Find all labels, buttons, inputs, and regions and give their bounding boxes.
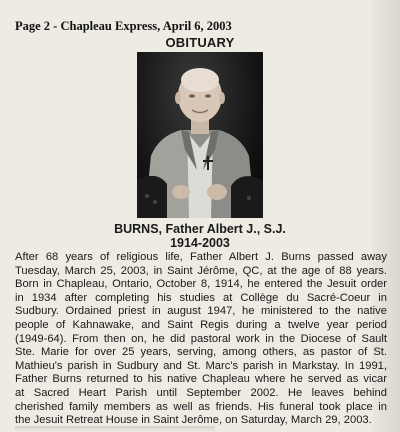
- obituary-line: Father Burns returned to his native Chapleau where he served as vicar: [15, 373, 387, 386]
- life-years: 1914-2003: [170, 236, 230, 250]
- obituary-line: the Jesuit Retreat House in Saint Jerôme, on Saturday, March 29, 2003.: [15, 414, 372, 427]
- section-title: OBITUARY: [165, 35, 235, 50]
- obituary-line: (1949-64). From then on, he did pastoral work in the Diocese of Sault: [15, 332, 387, 345]
- next-article-bleed: [15, 426, 215, 432]
- portrait-photo: [137, 52, 263, 218]
- obituary-line: Sudbury. Ordained priest in august 1947, he ministered to the native: [15, 305, 387, 318]
- obituary-line: at Sacred Heart Parish until September 2002. He leaves behind: [15, 386, 387, 399]
- obituary-line: After 68 years of religious life, Father Albert J. Burns passed away: [15, 251, 387, 263]
- obituary-line: Born in Chapleau, Ontario, October 8, 1914, he entered the Jesuit order: [15, 278, 387, 291]
- obituary-line: Ste. Marie for over 25 years, serving, among others, as pastor of St.: [15, 346, 387, 359]
- obituary-line: people of Kahnawake, and Saint Regis during a twelve year period: [15, 318, 387, 331]
- page-header: Page 2 - Chapleau Express, April 6, 2003: [15, 19, 232, 33]
- obituary-line: Tuesday, March 25, 2003, in Saint Jérôme, QC, at the age of 88 years.: [15, 264, 387, 277]
- deceased-name: BURNS, Father Albert J., S.J.: [114, 222, 286, 236]
- obituary-line: cherished family members as well as friends. His funeral took place in: [15, 400, 387, 413]
- portrait-illustration: [137, 52, 263, 218]
- obituary-line: in 1934 after completing his studies at Collège du Sacré-Coeur in: [15, 291, 387, 304]
- obituary-line: Mathieu's parish in Sudbury and St. Marc's parish in Markstay. In 1991,: [15, 359, 387, 372]
- obituary-body: [15, 251, 387, 428]
